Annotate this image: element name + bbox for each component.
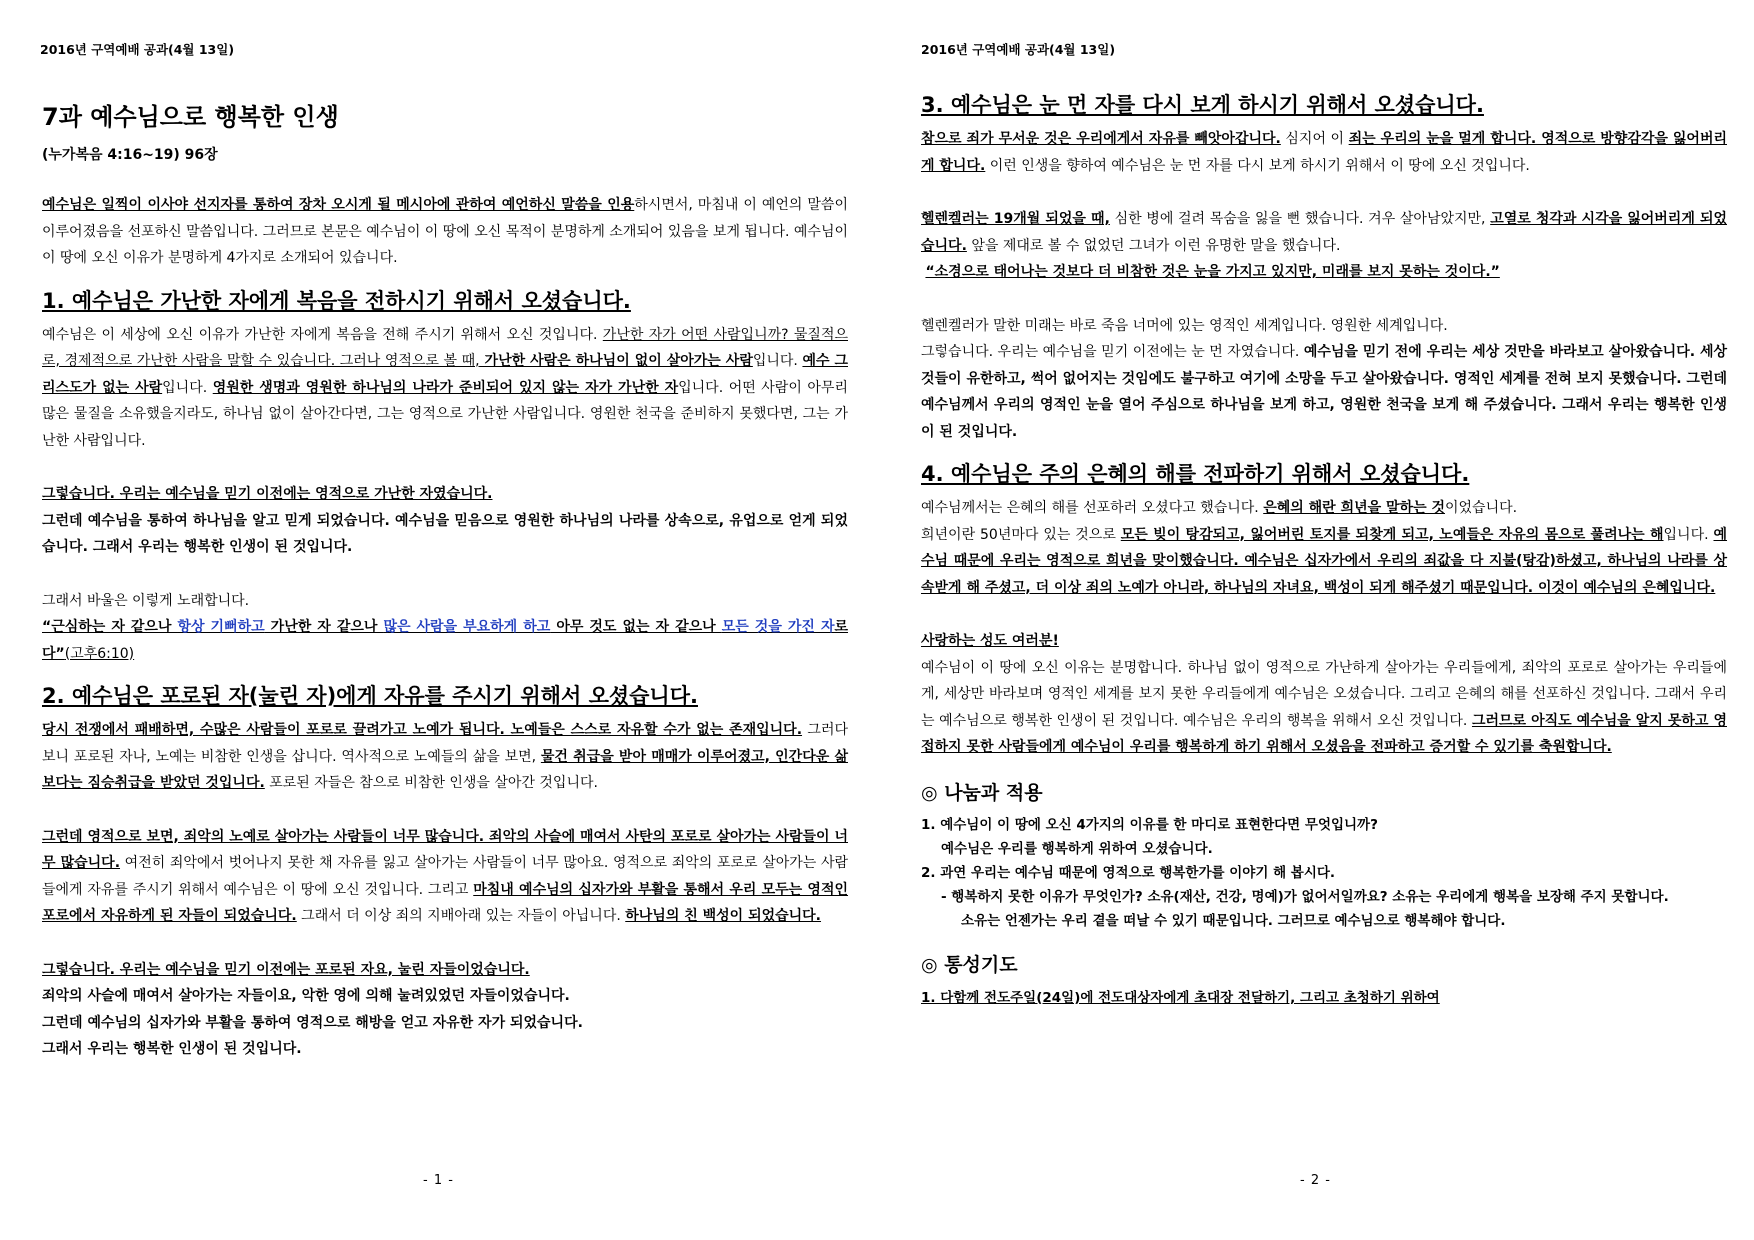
text-span: 예수 그리스도가 없는 사람: [42, 353, 848, 396]
text-span: 그런데 예수님을 통하여 하나님을 알고 믿게 되었습니다. 예수님을 믿음으로 영원한 하나님의 나라를 상속으로, 유업으로 얻게 되었습니다. 그래서 우리는 행복한 인생이 된 것입니다.: [42, 512, 848, 555]
text-span: 헬렌켈러는 19개월 되었을 때,: [921, 211, 1110, 227]
text-span: 심한 병에 걸려 목숨을 잃을 뻔 했습니다. 겨우 살아남았지만,: [1109, 211, 1491, 227]
text-span: 예수님이 이 땅에 오신 이유는 분명합니다. 하나님 없이 영적으로 가난하게 살아가는 우리들에게, 죄악의 포로로 살아가는 우리들에게, 세상만 바라보며 영적인 세계를 보지 못한 우리들에게 예수님은 오셨습니다. 그리고 은혜의 해를 선포하신 것입니다. 그래서 우리는 예수님으로 행복한 인생이 된 것입니다. 예수님은 우리의 행복을 위해서 오신 것입니다.: [921, 659, 1727, 729]
section-3-heading: 3. 예수님은 눈 먼 자를 다시 보게 하시기 위해서 오셨습니다.: [921, 93, 1484, 117]
text-span: 죄악의 사슬에 매여서 살아가는 자들이요, 악한 영에 의해 눌려있었던 자들이었습니다.: [42, 988, 570, 1004]
text-span: 그래서 더 이상 죄의 지배아래 있는 자들이 아닙니다.: [296, 908, 626, 924]
text-span: 죄는 우리의 눈을 멀게 합니다. 영적으로 방향감각을 잃어버리게 합니다.: [921, 131, 1727, 174]
quote-reference: (고후6:10): [64, 645, 135, 662]
section-2-paragraph-3: [42, 957, 848, 1063]
text-span: 그래서 바울은 이렇게 노래합니다.: [42, 592, 250, 609]
intro-text: 하시면서, 마침내 이 예언의 말씀이 이루어졌음을 선포하신 말씀입니다. 그러므로 본문은 예수님이 이 땅에 오신 목적이 분명하게 소개되어 있음을 보게 됩니다. 예수님이 이 땅에 오신 이유가 분명하게 4가지로 소개되어 있습니다.: [42, 197, 848, 266]
question-1: 1. 예수님이 이 땅에 오신 4가지의 이유를 한 마디로 표현한다면 무엇입니까?: [921, 816, 1378, 833]
text-span: 그렇습니다. 우리는 예수님을 믿기 이전에는 눈 먼 자였습니다.: [921, 344, 1304, 360]
text-span: 로다”: [42, 619, 849, 662]
question-2: 2. 과연 우리는 예수님 때문에 영적으로 행복한가를 이야기 해 봅시다.: [921, 864, 1336, 881]
text-span: 예수님 때문에 우리는 영적으로 희년을 맞이했습니다. 예수님은 십자가에서 우리의 죄값을 다 지불(탕감)하셨고, 하나님의 나라를 상속받게 해 주셨고, 더 이상 죄의 노예가 아니라, 하나님의 자녀요, 백성이 되게 해주셨기 때문입니다. 이것이 예수님의 은혜입니다.: [921, 526, 1728, 596]
text-span: 영원한 생명과 영원한 하나님의 나라가 준비되어 있지 않는 자가 가난한 자: [212, 379, 679, 396]
page-number: - 2 -: [1300, 1173, 1331, 1188]
lesson-title: 7과 예수님으로 행복한 인생: [42, 103, 339, 131]
text-span: 은혜의 해란 희년을 말하는 것: [1263, 500, 1445, 516]
page-2: [877, 0, 1754, 1240]
text-span: 그렇습니다. 우리는 예수님을 믿기 이전에는 영적으로 가난한 자였습니다.: [42, 486, 493, 502]
bible-quote: [42, 619, 848, 662]
text-span: 그래서 우리는 행복한 인생이 된 것입니다.: [42, 1041, 302, 1057]
text-span: 희년이란 50년마다 있는 것으로: [921, 526, 1121, 543]
text-span: 참으로 죄가 무서운 것은 우리에게서 자유를 빼앗아갑니다.: [921, 131, 1281, 147]
intro-emphasis: 예수님은 일찍이 이사야 선지자를 통하여 장차 오시게 될 메시아에 관하여 예언하신 말씀을 인용: [42, 197, 635, 213]
answer-2-line-2: 소유는 언젠가는 우리 곁을 떠날 수 있기 때문입니다. 그러므로 예수님으로 행복해야 합니다.: [961, 912, 1506, 929]
section-3-paragraph-2: [921, 206, 1727, 286]
section-3-paragraph-1: [921, 126, 1727, 179]
text-span: 그렇습니다. 우리는 예수님을 믿기 이전에는 포로된 자요, 눌린 자들이었습니다.: [42, 961, 530, 978]
lesson-subtitle: (누가복음 4:16~19) 96장: [42, 147, 218, 163]
text-span: 그러다 보니 포로된 자나, 노예는 비참한 인생을 삽니다. 역사적으로 노예들의 삶을 보면,: [42, 722, 848, 765]
text-span: 예수님은 이 세상에 오신 이유가 가난한 자에게 복음을 전해 주시기 위해서 오신 것입니다.: [42, 326, 603, 343]
text-span: 앞을 제대로 볼 수 없었던 그녀가 이런 유명한 말을 했습니다.: [966, 237, 1341, 254]
answer-1: 예수님은 우리를 행복하게 위하여 오셨습니다.: [941, 840, 1213, 857]
intro-paragraph: [42, 192, 848, 272]
prayer-heading: ◎ 통성기도: [921, 953, 1018, 976]
text-span: 여전히 죄악에서 벗어나지 못한 채 자유를 잃고 살아가는 사람들이 너무 많아요. 영적으로 죄악의 포로로 살아가는 사람들에게 자유를 주시기 위해서 예수님은 이 땅에 오신 것입니다. 그리고: [42, 855, 848, 898]
section-2-paragraph-1: [42, 717, 848, 797]
text-span: 사랑하는 성도 여러분!: [921, 633, 1059, 649]
text-span: 고열로 청각과 시각을 잃어버리게 되었습니다.: [921, 211, 1727, 254]
section-4-paragraph-2: [921, 628, 1727, 761]
text-span: 예수님을 믿기 전에 우리는 세상 것만을 바라보고 살아왔습니다. 세상 것들이 유한하고, 썩어 없어지는 것임에도 불구하고 여기에 소망을 두고 살아왔습니다. 영적인 세계를 전혀 보지 못했습니다. 그런데 예수님께서 우리의 영적인 눈을 열어 주심으로 하나님을 보게 하고, 영원한 천국을 보게 해 주셨습니다. 그래서 우리는 행복한 인생이 된 것입니다.: [921, 344, 1727, 440]
text-span: 그러므로 아직도 예수님을 알지 못하고 영접하지 못한 사람들에게 예수님이 우리를 행복하게 하기 위해서 오셨음을 전파하고 증거할 수 있기를 축원합니다.: [921, 712, 1727, 755]
text-span: 하나님의 친 백성이 되었습니다.: [625, 908, 822, 924]
text-span: 당시 전쟁에서 패배하면, 수많은 사람들이 포로로 끌려가고 노예가 됩니다. 노예들은 스스로 자유할 수가 없는 존재입니다.: [42, 722, 803, 738]
sharing-list: [921, 813, 1727, 933]
helen-keller-quote: “소경으로 태어나는 것보다 더 비참한 것은 눈을 가지고 있지만, 미래를 보지 못하는 것이다.”: [925, 264, 1500, 280]
page-1-content: [42, 100, 848, 1063]
text-span: 이었습니다.: [1445, 500, 1518, 516]
section-4-heading: 4. 예수님은 주의 은혜의 해를 전파하기 위해서 오셨습니다.: [921, 462, 1470, 486]
text-span: 예수님께서는 은혜의 해를 선포하러 오셨다고 했습니다.: [921, 500, 1264, 516]
text-span: 헬렌켈러가 말한 미래는 바로 죽음 너머에 있는 영적인 세계입니다. 영원한 세계입니다.: [921, 317, 1448, 334]
section-1-heading: 1. 예수님은 가난한 자에게 복음을 전하시기 위해서 오셨습니다.: [42, 288, 631, 313]
text-span: 입니다.: [1663, 526, 1714, 543]
text-span: 입니다. 어떤 사람이 아무리 많은 물질을 소유했을지라도, 하나님 없이 살아간다면, 그는 영적으로 가난한 사람입니다. 영원한 천국을 준비하지 못했다면, 그는 가난한 사람입니다.: [42, 379, 848, 449]
section-4-paragraph-1: [921, 495, 1727, 601]
text-span: 입니다.: [752, 353, 803, 369]
section-1-paragraph-2: [42, 481, 848, 561]
prayer-item-1: 1. 다함께 전도주일(24일)에 전도대상자에게 초대장 전달하기, 그리고 초청하기 위하여: [921, 989, 1440, 1006]
text-span: 가난한 자가 어떤 사람입니까? 물질적으로, 경제적으로 가난한 사람을 말할 수 있습니다. 그러나 영적으로 볼 때,: [42, 326, 848, 369]
page-header: 2016년 구역예배 공과(4월 13일): [40, 42, 235, 57]
text-span: 입니다.: [162, 379, 213, 396]
text-span: 심지어 이: [1280, 131, 1349, 147]
text-span: 항상 기뻐하고: [177, 619, 265, 635]
page-2-content: [921, 90, 1727, 1011]
text-span: 그런데 예수님의 십자가와 부활을 통하여 영적으로 해방을 얻고 자유한 자가 되었습니다.: [42, 1014, 583, 1031]
section-2-paragraph-2: [42, 824, 848, 930]
text-span: 그런데 영적으로 보면, 죄악의 노예로 살아가는 사람들이 너무 많습니다. 죄악의 사슬에 매여서 사탄의 포로로 살아가는 사람들이 너무 많습니다.: [42, 828, 848, 871]
text-span: 마침내 예수님의 십자가와 부활을 통해서 우리 모두는 영적인 포로에서 자유하게 된 자들이 되었습니다.: [42, 881, 849, 924]
text-span: 물건 취급을 받아 매매가 이루어졌고, 인간다운 삶 보다는 짐승취급을 받았던 것입니다.: [42, 748, 848, 791]
text-span: 모든 빚이 탕감되고, 잃어버린 토지를 되찾게 되고, 노예들은 자유의 몸으로 풀려나는 해: [1120, 526, 1664, 543]
text-span: 많은 사람을 부요하게 하고: [383, 619, 551, 635]
page-number: - 1 -: [423, 1173, 454, 1188]
text-span: 가난한 사람은 하나님이 없이 살아가는 사람: [479, 353, 753, 369]
section-1-paragraph-3: [42, 588, 848, 668]
text-span: 포로된 자들은 참으로 비참한 인생을 살아간 것입니다.: [264, 775, 598, 791]
text-span: 아무 것도 없는 자 같으나: [550, 619, 722, 635]
section-1-paragraph-1: [42, 322, 848, 455]
answer-2-line-1: - 행복하지 못한 이유가 무엇인가? 소유(재산, 건강, 명예)가 없어서일까요? 소유는 우리에게 행복을 보장해 주지 못합니다.: [941, 888, 1669, 905]
section-3-paragraph-3: [921, 313, 1727, 446]
text-span: 가난한 자 같으나: [264, 619, 384, 635]
text-span: 모든 것을 가진 자: [721, 619, 835, 635]
text-span: “근심하는 자 같으나: [42, 619, 178, 635]
sharing-heading: ◎ 나눔과 적용: [921, 781, 1043, 804]
page-header: 2016년 구역예배 공과(4월 13일): [921, 42, 1116, 57]
text-span: 이런 인생을 향하여 예수님은 눈 먼 자를 다시 보게 하시기 위해서 이 땅에 오신 것입니다.: [985, 157, 1530, 174]
section-2-heading: 2. 예수님은 포로된 자(눌린 자)에게 자유를 주시기 위해서 오셨습니다.: [42, 684, 698, 708]
